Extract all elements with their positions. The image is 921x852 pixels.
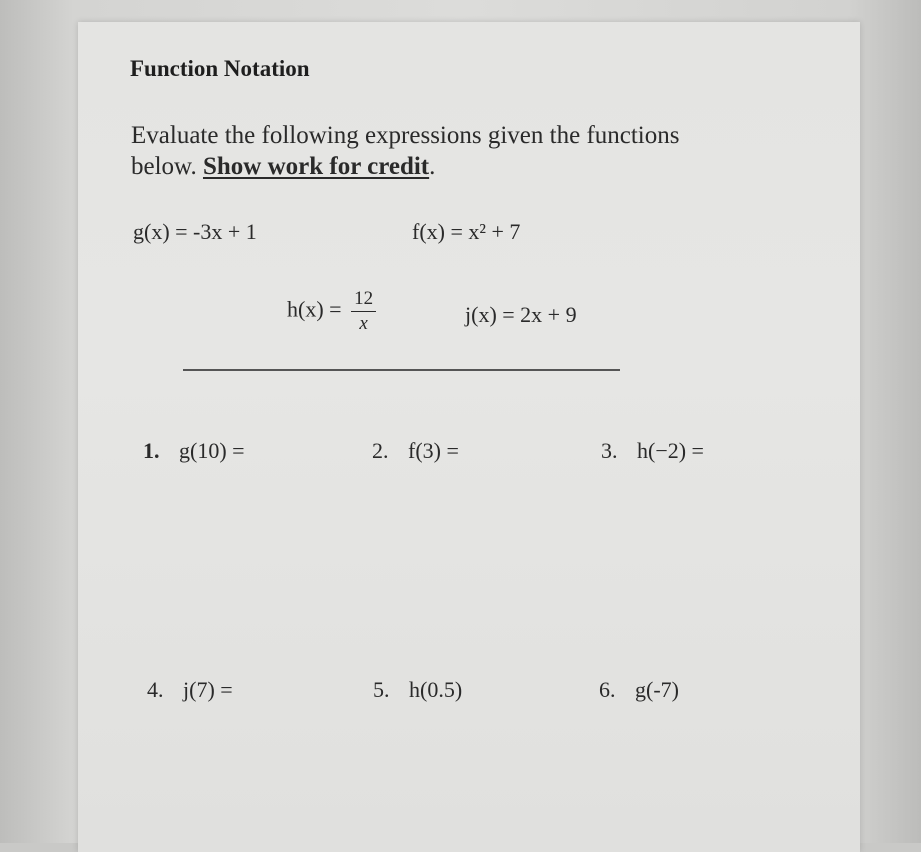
problem-3-expression: h(−2) = <box>637 438 704 463</box>
problem-5 <box>373 677 462 703</box>
problem-2 <box>372 438 459 464</box>
instructions-text: Evaluate the following expressions given the functions below. <box>131 122 680 180</box>
problem-1-number: 1. <box>143 438 160 463</box>
problem-1 <box>143 438 245 464</box>
worksheet-title: Function Notation <box>130 56 310 81</box>
instructions-period: . <box>429 153 436 180</box>
problem-6-expression: g(-7) <box>635 677 679 702</box>
problem-5-expression: h(0.5) <box>409 677 463 702</box>
problem-3 <box>601 438 704 464</box>
function-h-fraction <box>351 288 376 335</box>
problem-6 <box>599 677 679 703</box>
problem-5-number: 5. <box>373 677 390 702</box>
function-g: g(x) = -3x + 1 <box>133 219 257 244</box>
problem-4 <box>147 677 233 703</box>
divider-line <box>183 369 620 371</box>
function-h-left: h(x) = <box>287 296 342 322</box>
instructions <box>131 120 731 182</box>
fraction-bar <box>351 311 376 312</box>
problem-1-expression: g(10) = <box>179 438 245 463</box>
function-h-numerator: 12 <box>354 288 374 309</box>
problem-2-number: 2. <box>372 438 389 463</box>
instructions-emphasis: Show work for credit <box>202 153 430 180</box>
function-h <box>287 288 376 335</box>
function-j: j(x) = 2x + 9 <box>465 302 577 327</box>
problem-6-number: 6. <box>599 677 616 702</box>
problem-2-expression: f(3) = <box>408 438 459 463</box>
function-f: f(x) = x² + 7 <box>412 219 521 244</box>
problem-3-number: 3. <box>601 438 618 463</box>
problem-4-number: 4. <box>147 677 164 702</box>
problem-4-expression: j(7) = <box>183 677 233 702</box>
function-h-denominator: x <box>359 313 368 334</box>
